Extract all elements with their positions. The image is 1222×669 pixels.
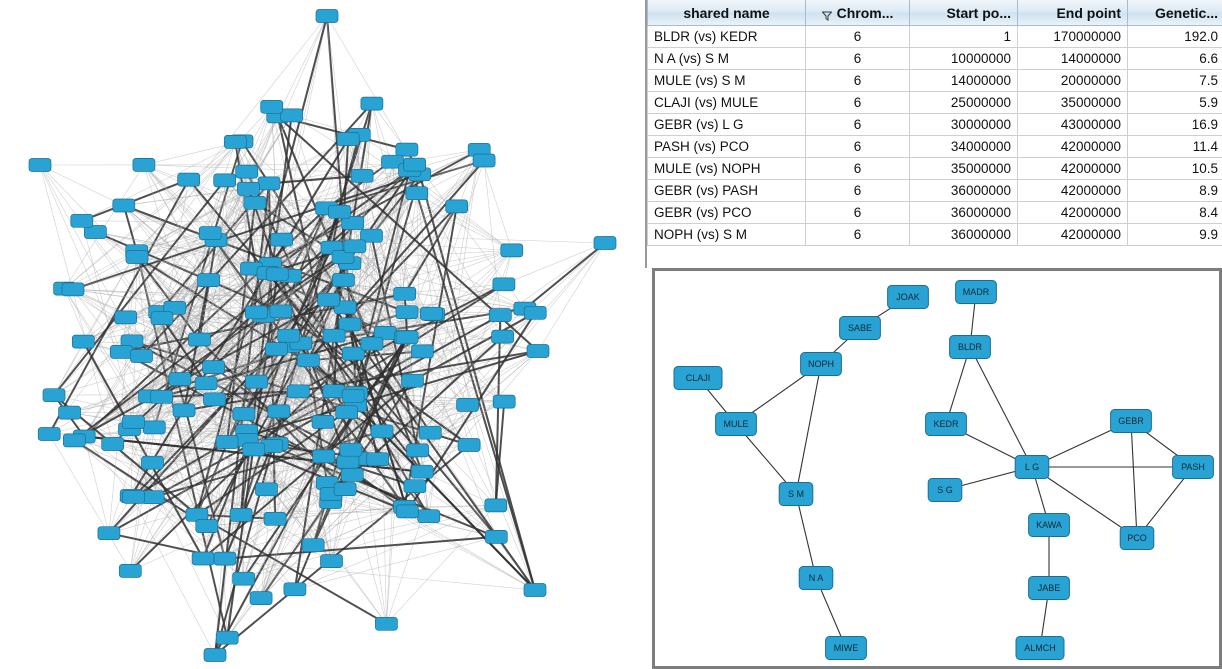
network-node[interactable] <box>524 306 546 319</box>
network-node[interactable] <box>131 350 153 363</box>
node-label: S G <box>937 484 953 495</box>
node-shape[interactable] <box>1111 410 1152 433</box>
table-cell-start_point[interactable]: 30000000 <box>910 114 1018 136</box>
table-cell-chromosome[interactable]: 6 <box>806 158 910 180</box>
table-cell-start_point[interactable]: 25000000 <box>910 92 1018 114</box>
table-column-label: shared name <box>683 4 770 21</box>
subnetwork-node[interactable] <box>950 336 991 359</box>
node-shape[interactable] <box>716 413 757 436</box>
table-cell-shared_name[interactable]: N A (vs) S M <box>648 48 806 70</box>
subnetwork-edge[interactable] <box>796 494 816 578</box>
subnetwork-node[interactable] <box>801 353 842 376</box>
node-label: MADR <box>962 286 990 297</box>
network-node[interactable] <box>351 169 373 182</box>
network-node[interactable] <box>133 158 155 171</box>
subnetwork-edge[interactable] <box>970 347 1032 467</box>
table-cell-shared_name[interactable]: BLDR (vs) KEDR <box>648 26 806 48</box>
network-edge <box>49 434 130 571</box>
network-node[interactable] <box>458 439 480 452</box>
subnetwork-nodes[interactable] <box>674 281 1213 660</box>
edge-table[interactable] <box>647 0 1222 246</box>
subnetwork-node[interactable] <box>1016 637 1064 660</box>
subnetwork-node[interactable] <box>1029 514 1070 537</box>
network-node[interactable] <box>173 404 195 417</box>
table-cell-start_point[interactable]: 14000000 <box>910 70 1018 92</box>
subnetwork-node[interactable] <box>928 479 962 502</box>
network-node[interactable] <box>406 187 428 200</box>
network-node[interactable] <box>233 572 255 585</box>
node-shape[interactable] <box>888 286 929 309</box>
edge-table-header <box>648 0 1222 26</box>
network-node[interactable] <box>142 491 164 504</box>
network-node[interactable] <box>271 233 293 246</box>
network-node[interactable] <box>230 508 252 521</box>
table-cell-shared_name[interactable]: MULE (vs) NOPH <box>648 158 806 180</box>
network-node[interactable] <box>485 530 507 543</box>
table-cell-start_point[interactable]: 34000000 <box>910 136 1018 158</box>
node-label: PCO <box>1127 532 1147 543</box>
table-cell-shared_name[interactable]: MULE (vs) S M <box>648 70 806 92</box>
network-node[interactable] <box>264 512 286 525</box>
table-cell-end_point[interactable]: 35000000 <box>1018 92 1128 114</box>
table-cell-shared_name[interactable]: CLAJI (vs) MULE <box>648 92 806 114</box>
subnetwork-edge[interactable] <box>796 364 821 494</box>
network-node[interactable] <box>246 375 268 388</box>
network-node[interactable] <box>119 564 141 577</box>
network-node[interactable] <box>344 240 366 253</box>
table-cell-end_point[interactable]: 170000000 <box>1018 26 1128 48</box>
table-cell-end_point[interactable]: 20000000 <box>1018 70 1128 92</box>
network-node[interactable] <box>457 398 479 411</box>
subnetwork-node[interactable] <box>1015 456 1049 479</box>
network-node[interactable] <box>318 293 340 306</box>
network-node[interactable] <box>339 318 361 331</box>
network-node[interactable] <box>224 135 246 148</box>
filter-icon[interactable] <box>822 8 832 18</box>
network-node[interactable] <box>204 393 226 406</box>
network-node[interactable] <box>336 406 358 419</box>
network-node[interactable] <box>411 465 433 478</box>
network-node[interactable] <box>367 453 389 466</box>
subnetwork-node[interactable] <box>1120 527 1154 550</box>
node-shape[interactable] <box>926 413 967 436</box>
edge-table-body[interactable] <box>648 26 1222 246</box>
network-node[interactable] <box>29 159 51 172</box>
subnetwork-node[interactable] <box>888 286 929 309</box>
node-label: KAWA <box>1036 519 1062 530</box>
network-node[interactable] <box>102 438 124 451</box>
network-node[interactable] <box>411 345 433 358</box>
network-node[interactable] <box>233 408 255 421</box>
node-label: NOPH <box>807 358 835 369</box>
network-node[interactable] <box>323 329 345 342</box>
table-column-header-end_point[interactable] <box>1018 0 1128 26</box>
network-edge <box>386 505 495 623</box>
node-shape[interactable] <box>1029 514 1070 537</box>
table-cell-chromosome[interactable]: 6 <box>806 114 910 136</box>
node-label: N A <box>808 572 824 583</box>
table-cell-start_point[interactable]: 1 <box>910 26 1018 48</box>
table-cell-start_point[interactable]: 10000000 <box>910 48 1018 70</box>
network-node[interactable] <box>199 227 221 240</box>
network-node[interactable] <box>485 499 507 512</box>
network-node[interactable] <box>396 143 418 156</box>
network-node[interactable] <box>287 385 309 398</box>
network-node[interactable] <box>278 329 300 342</box>
table-cell-chromosome[interactable]: 6 <box>806 70 910 92</box>
network-node[interactable] <box>396 505 418 518</box>
table-row[interactable] <box>648 158 1222 180</box>
table-row[interactable] <box>648 202 1222 224</box>
network-node[interactable] <box>302 539 324 552</box>
network-node[interactable] <box>313 450 335 463</box>
node-label: SABE <box>847 322 873 333</box>
node-shape[interactable] <box>674 367 722 390</box>
table-cell-chromosome[interactable]: 6 <box>806 48 910 70</box>
node-label: L G <box>1024 461 1040 472</box>
node-shape[interactable] <box>1015 456 1049 479</box>
network-node[interactable] <box>237 182 259 195</box>
network-node[interactable] <box>38 428 60 441</box>
node-shape[interactable] <box>928 479 962 502</box>
network-node[interactable] <box>256 483 278 496</box>
network-node[interactable] <box>337 455 359 468</box>
table-cell-chromosome[interactable]: 6 <box>806 26 910 48</box>
network-node[interactable] <box>493 395 515 408</box>
table-cell-genetic[interactable]: 8.9 <box>1128 180 1222 202</box>
network-node[interactable] <box>361 97 383 110</box>
network-node[interactable] <box>341 468 363 481</box>
network-edge <box>468 243 605 405</box>
network-node[interactable] <box>396 331 418 344</box>
subnetwork-node[interactable] <box>1029 577 1070 600</box>
subnetwork-node[interactable] <box>716 413 757 436</box>
network-node[interactable] <box>342 389 364 402</box>
table-cell-shared_name[interactable]: NOPH (vs) S M <box>648 224 806 246</box>
node-shape[interactable] <box>840 317 881 340</box>
subnetwork-edge[interactable] <box>1131 421 1137 538</box>
network-node[interactable] <box>265 343 287 356</box>
node-shape[interactable] <box>1120 527 1154 550</box>
network-node[interactable] <box>281 109 303 122</box>
network-edge <box>420 174 535 590</box>
network-node[interactable] <box>195 377 217 390</box>
network-node[interactable] <box>142 456 164 469</box>
network-node[interactable] <box>261 100 283 113</box>
network-node[interactable] <box>143 421 165 434</box>
table-cell-shared_name[interactable]: PASH (vs) PCO <box>648 136 806 158</box>
table-row[interactable] <box>648 92 1222 114</box>
network-node[interactable] <box>196 520 218 533</box>
network-node[interactable] <box>43 389 65 402</box>
network-node[interactable] <box>527 345 549 358</box>
network-edge <box>538 243 605 351</box>
network-node[interactable] <box>321 555 343 568</box>
network-node[interactable] <box>72 335 94 348</box>
network-node[interactable] <box>323 385 345 398</box>
table-row[interactable] <box>648 48 1222 70</box>
table-cell-end_point[interactable]: 42000000 <box>1018 224 1128 246</box>
table-cell-genetic[interactable]: 16.9 <box>1128 114 1222 136</box>
network-node[interactable] <box>115 311 137 324</box>
table-column-label: Genetic... <box>1154 4 1218 21</box>
node-shape[interactable] <box>799 567 833 590</box>
table-header-row[interactable] <box>648 0 1222 26</box>
table-cell-genetic[interactable]: 5.9 <box>1128 92 1222 114</box>
network-node[interactable] <box>192 552 214 565</box>
network-node[interactable] <box>493 278 515 291</box>
node-label: JABE <box>1037 582 1061 593</box>
table-cell-chromosome[interactable]: 6 <box>806 180 910 202</box>
network-node[interactable] <box>270 305 292 318</box>
network-node[interactable] <box>62 283 84 296</box>
edge-table-panel[interactable] <box>645 0 1222 268</box>
subnetwork-canvas[interactable] <box>655 271 1219 666</box>
network-node[interactable] <box>419 426 441 439</box>
network-node[interactable] <box>402 374 424 387</box>
network-node[interactable] <box>524 584 546 597</box>
table-cell-shared_name[interactable]: GEBR (vs) PCO <box>648 202 806 224</box>
network-node[interactable] <box>178 173 200 186</box>
network-edge <box>525 243 605 309</box>
network-node[interactable] <box>113 199 135 212</box>
table-column-label: End point <box>1056 4 1121 21</box>
table-cell-end_point[interactable]: 14000000 <box>1018 48 1128 70</box>
table-cell-genetic[interactable]: 11.4 <box>1128 136 1222 158</box>
network-node[interactable] <box>396 306 418 319</box>
network-node[interactable] <box>375 617 397 630</box>
table-cell-genetic[interactable]: 8.4 <box>1128 202 1222 224</box>
network-node[interactable] <box>98 527 120 540</box>
network-node[interactable] <box>236 165 258 178</box>
table-column-header-shared_name[interactable] <box>648 0 806 26</box>
network-node[interactable] <box>266 268 288 281</box>
network-node[interactable] <box>492 330 514 343</box>
network-node[interactable] <box>243 443 265 456</box>
network-edge <box>82 180 189 221</box>
node-shape[interactable] <box>779 483 813 506</box>
node-label: KEDR <box>933 418 959 429</box>
network-node[interactable] <box>151 312 173 325</box>
node-label: CLAJI <box>685 372 711 383</box>
table-row[interactable] <box>648 26 1222 48</box>
table-column-label: Start po... <box>946 4 1011 21</box>
network-node[interactable] <box>332 274 354 287</box>
network-node[interactable] <box>245 306 267 319</box>
table-column-label: Chrom... <box>836 4 894 21</box>
table-column-header-genetic[interactable] <box>1128 0 1222 26</box>
table-cell-end_point[interactable]: 42000000 <box>1018 202 1128 224</box>
subnetwork-edges <box>698 292 1193 648</box>
node-shape[interactable] <box>1016 637 1064 660</box>
node-shape[interactable] <box>1173 456 1214 479</box>
subnetwork-node[interactable] <box>779 483 813 506</box>
node-shape[interactable] <box>956 281 997 304</box>
table-cell-start_point[interactable]: 36000000 <box>910 180 1018 202</box>
node-shape[interactable] <box>950 336 991 359</box>
table-row[interactable] <box>648 136 1222 158</box>
network-node[interactable] <box>371 425 393 438</box>
network-node[interactable] <box>123 490 145 503</box>
node-label: MIWE <box>833 642 859 653</box>
network-node[interactable] <box>284 583 306 596</box>
network-node[interactable] <box>446 200 468 213</box>
node-label: S M <box>787 488 805 499</box>
node-shape[interactable] <box>826 637 867 660</box>
network-node[interactable] <box>123 416 145 429</box>
network-node[interactable] <box>328 205 350 218</box>
network-node[interactable] <box>337 133 359 146</box>
table-column-header-chromosome[interactable] <box>806 0 910 26</box>
table-row[interactable] <box>648 180 1222 202</box>
subnetwork-node[interactable] <box>826 637 867 660</box>
node-label: ALMCH <box>1024 642 1056 653</box>
network-node[interactable] <box>71 214 93 227</box>
table-cell-start_point[interactable]: 35000000 <box>910 158 1018 180</box>
node-shape[interactable] <box>1029 577 1070 600</box>
table-cell-chromosome[interactable]: 6 <box>806 92 910 114</box>
network-node[interactable] <box>268 405 290 418</box>
network-node[interactable] <box>404 158 426 171</box>
network-node[interactable] <box>420 307 442 320</box>
network-node[interactable] <box>214 174 236 187</box>
subnetwork-node[interactable] <box>674 367 722 390</box>
subnetwork-node[interactable] <box>1111 410 1152 433</box>
node-label: MULE <box>723 418 749 429</box>
subnetwork-node[interactable] <box>956 281 997 304</box>
network-node[interactable] <box>151 390 173 403</box>
network-edge <box>407 313 535 512</box>
network-node[interactable] <box>316 10 338 23</box>
network-node[interactable] <box>216 631 238 644</box>
network-node[interactable] <box>297 354 319 367</box>
network-node[interactable] <box>404 480 426 493</box>
table-row[interactable] <box>648 224 1222 246</box>
table-cell-start_point[interactable]: 36000000 <box>910 202 1018 224</box>
network-node[interactable] <box>250 592 272 605</box>
table-cell-genetic[interactable]: 10.5 <box>1128 158 1222 180</box>
table-cell-shared_name[interactable]: GEBR (vs) PASH <box>648 180 806 202</box>
table-cell-chromosome[interactable]: 6 <box>806 224 910 246</box>
subnetwork-node[interactable] <box>799 567 833 590</box>
table-cell-end_point[interactable]: 42000000 <box>1018 136 1128 158</box>
network-node[interactable] <box>473 154 495 167</box>
table-cell-genetic[interactable]: 192.0 <box>1128 26 1222 48</box>
table-cell-start_point[interactable]: 36000000 <box>910 224 1018 246</box>
table-cell-genetic[interactable]: 6.6 <box>1128 48 1222 70</box>
network-node[interactable] <box>418 510 440 523</box>
network-node[interactable] <box>203 361 225 374</box>
network-node[interactable] <box>312 415 334 428</box>
network-node[interactable] <box>258 177 280 190</box>
table-row[interactable] <box>648 114 1222 136</box>
table-cell-end_point[interactable]: 43000000 <box>1018 114 1128 136</box>
network-node[interactable] <box>198 274 220 287</box>
network-node[interactable] <box>334 483 356 496</box>
subnetwork-node[interactable] <box>840 317 881 340</box>
table-cell-genetic[interactable]: 9.9 <box>1128 224 1222 246</box>
node-label: GEBR <box>1118 415 1144 426</box>
network-node[interactable] <box>63 434 85 447</box>
node-label: BLDR <box>957 341 983 352</box>
network-node[interactable] <box>407 444 429 457</box>
network-node[interactable] <box>59 406 81 419</box>
network-node[interactable] <box>169 373 191 386</box>
network-node[interactable] <box>501 244 523 257</box>
network-node[interactable] <box>216 436 238 449</box>
network-node[interactable] <box>361 337 383 350</box>
network-node[interactable] <box>244 196 266 209</box>
subnetwork-node[interactable] <box>1173 456 1214 479</box>
network-node[interactable] <box>394 287 416 300</box>
subnetwork-node[interactable] <box>926 413 967 436</box>
network-node[interactable] <box>189 333 211 346</box>
table-cell-genetic[interactable]: 7.5 <box>1128 70 1222 92</box>
network-node[interactable] <box>126 251 148 264</box>
node-shape[interactable] <box>801 353 842 376</box>
network-node[interactable] <box>110 345 132 358</box>
network-node[interactable] <box>594 237 616 250</box>
subnetwork-view[interactable] <box>652 268 1222 669</box>
node-label: PASH <box>1181 461 1205 472</box>
network-node[interactable] <box>489 309 511 322</box>
network-node[interactable] <box>340 443 362 456</box>
table-row[interactable] <box>648 70 1222 92</box>
table-cell-chromosome[interactable]: 6 <box>806 136 910 158</box>
table-cell-end_point[interactable]: 42000000 <box>1018 158 1128 180</box>
node-label: JOAK <box>896 291 920 302</box>
table-column-header-start_point[interactable] <box>910 0 1018 26</box>
network-node[interactable] <box>214 552 236 565</box>
table-cell-shared_name[interactable]: GEBR (vs) L G <box>648 114 806 136</box>
table-cell-chromosome[interactable]: 6 <box>806 202 910 224</box>
network-node[interactable] <box>204 649 226 662</box>
table-cell-end_point[interactable]: 42000000 <box>1018 180 1128 202</box>
